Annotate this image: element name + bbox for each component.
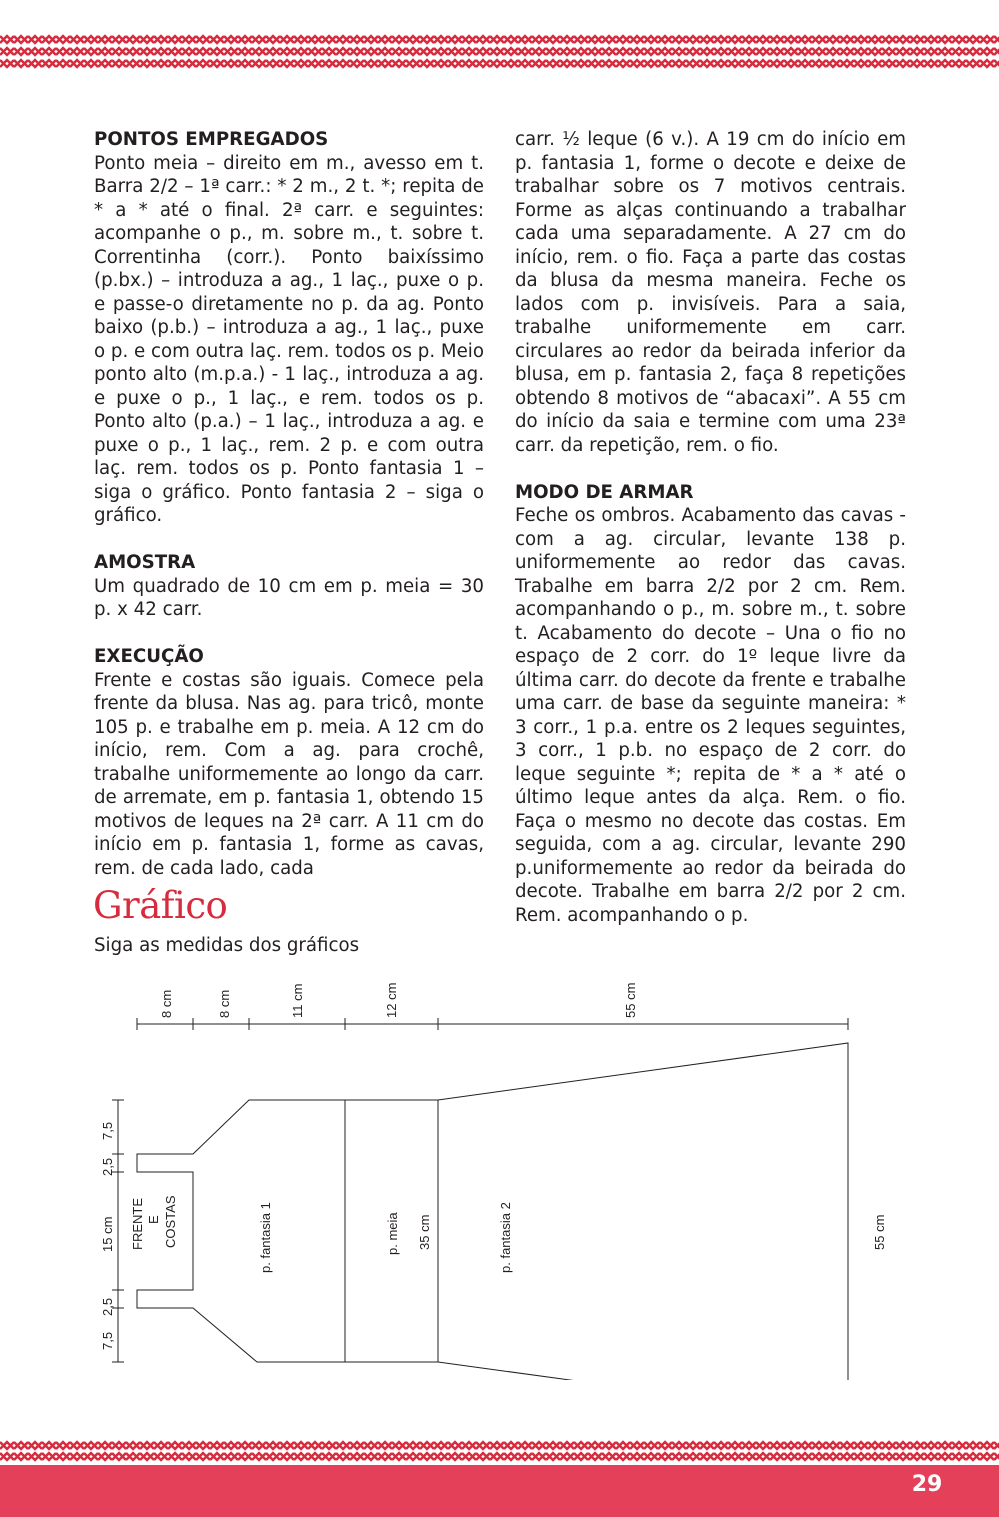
amostra-heading: AMOSTRA <box>94 552 196 573</box>
bottom-decorative-border <box>0 1438 999 1517</box>
section-meia-height: 35 cm <box>417 1214 432 1250</box>
section-fantasia2-label: p. fantasia 2 <box>498 1202 513 1273</box>
garment-outline <box>137 1043 848 1380</box>
section-fantasia1-label: p. fantasia 1 <box>258 1202 273 1273</box>
top-measure-1: 8 cm <box>159 989 174 1018</box>
left-text-column <box>94 128 484 880</box>
top-decorative-border <box>0 28 999 76</box>
pontos-heading: PONTOS EMPREGADOS <box>94 129 329 150</box>
amostra-text: Um quadrado de 10 cm em p. meia = 30 p. x 42 carr. <box>94 575 484 620</box>
execucao-text: Frente e costas são iguais. Comece pela frente da blusa. Nas ag. para tricô, monte 105 p. e trabalhe em p. meia. A 12 cm do início, rem. Com a ag. para crochê, trabalhe uniformemente ao longo da carr. de arremate, em p. fantasia 1, obtendo 15 motivos de leques na 2ª carr. A 11 cm do início em p. fantasia 1, forme as cavas, rem. de cada lado, cada <box>94 669 484 879</box>
top-measure-5: 55 cm <box>623 982 638 1018</box>
top-measure-3: 11 cm <box>290 983 305 1018</box>
modo-de-armar-heading: MODO DE ARMAR <box>515 481 694 503</box>
piece-label-frente: FRENTE <box>130 1198 145 1250</box>
left-measure-2: 2,5 <box>100 1157 115 1176</box>
skirt-height-label: 55 cm <box>872 1214 887 1250</box>
grafico-subtitle: Siga as medidas dos gráficos <box>94 935 360 956</box>
left-measure-5: 7,5 <box>100 1331 115 1350</box>
execucao-heading: EXECUÇÃO <box>94 646 204 667</box>
top-measure-2: 8 cm <box>217 989 232 1018</box>
piece-label-e: E <box>146 1215 161 1224</box>
piece-label-costas: COSTAS <box>163 1195 178 1248</box>
modo-de-armar-text: Feche os ombros. Acabamento das cavas - com a ag. circular, levante 138 p. uniformemente ao redor das cavas. Trabalhe em barra 2/2 por 2 cm. Rem. acompanhando o p., m. sobre m., t. sobre t. Acabamento do decote – Una o fio no espaço de 2 corr. do 1º leque livre da última carr. do decote da frente e trabalhe uma carr. de base da seguinte maneira: * 3 corr., 1 p.a. entre os 2 leques seguintes, 3 corr., 1 p.b. no espaço de 2 corr. do leque seguinte *; repita de * a * até o último leque antes da alça. Rem. o fio. Faça o mesmo no decote das costas. Em seguida, com a ag. circular, levante 290 p.uniformemente ao redor da beirada do decote. Trabalhe em barra 2/2 por 2 cm. Rem. acompanhando o p. <box>515 505 906 926</box>
left-measure-3: 15 cm <box>100 1216 115 1252</box>
pontos-text: Ponto meia – direito em m., avesso em t. Barra 2/2 – 1ª carr.: * 2 m., 2 t. *; repita de * a * até o final. 2ª carr. e seguintes: acompanhe o p., m. sobre m., t. sobre t. Correntinha (corr.). Ponto baixíssimo (p.bx.) – introduza a ag., 1 laç., puxe o p. e passe-o diretamente no p. da ag. Ponto baixo (p.b.) – introduza a ag., 1 laç., puxe o p. e com outra laç. rem. todos os p. Meio ponto alto (m.p.a.) - 1 laç., introduza a ag. e puxe o p., 1 laç., e rem. todos os p. Ponto alto (p.a.) – 1 laç., introduza a ag. e puxe o p., 1 laç., rem. 2 p. e com outra laç. rem. todos os p. Ponto fantasia 1 – siga o gráfico. Ponto fantasia 2 – siga o gráfico. <box>94 152 484 526</box>
grafico-title: Gráfico <box>93 884 228 927</box>
execucao-continued-text: carr. ½ leque (6 v.). A 19 cm do início em p. fantasia 1, forme o decote e deixe de trabalhar sobre os 7 motivos centrais. Forme as alças continuando a trabalhar cada uma separadamente. A 27 cm do início, rem. o fio. Faça a parte das costas da blusa da mesma maneira. Feche os lados com p. invisíveis. Para a saia, trabalhe uniformemente em carr. circulares ao redor da beirada inferior da blusa, em p. fantasia 2, faça 8 repetições obtendo 8 motivos de “abacaxi”. A 55 cm do início da saia e termine com uma 23ª carr. da repetição, rem. o fio. <box>515 129 906 456</box>
section-meia-label: p. meia <box>385 1212 400 1255</box>
left-measure-4: 2,5 <box>100 1297 115 1316</box>
right-text-column <box>515 128 906 927</box>
left-measure-1: 7,5 <box>100 1121 115 1140</box>
top-measure-4: 12 cm <box>384 982 399 1018</box>
pattern-diagram <box>0 960 999 1380</box>
page-number: 29 <box>911 1472 943 1497</box>
